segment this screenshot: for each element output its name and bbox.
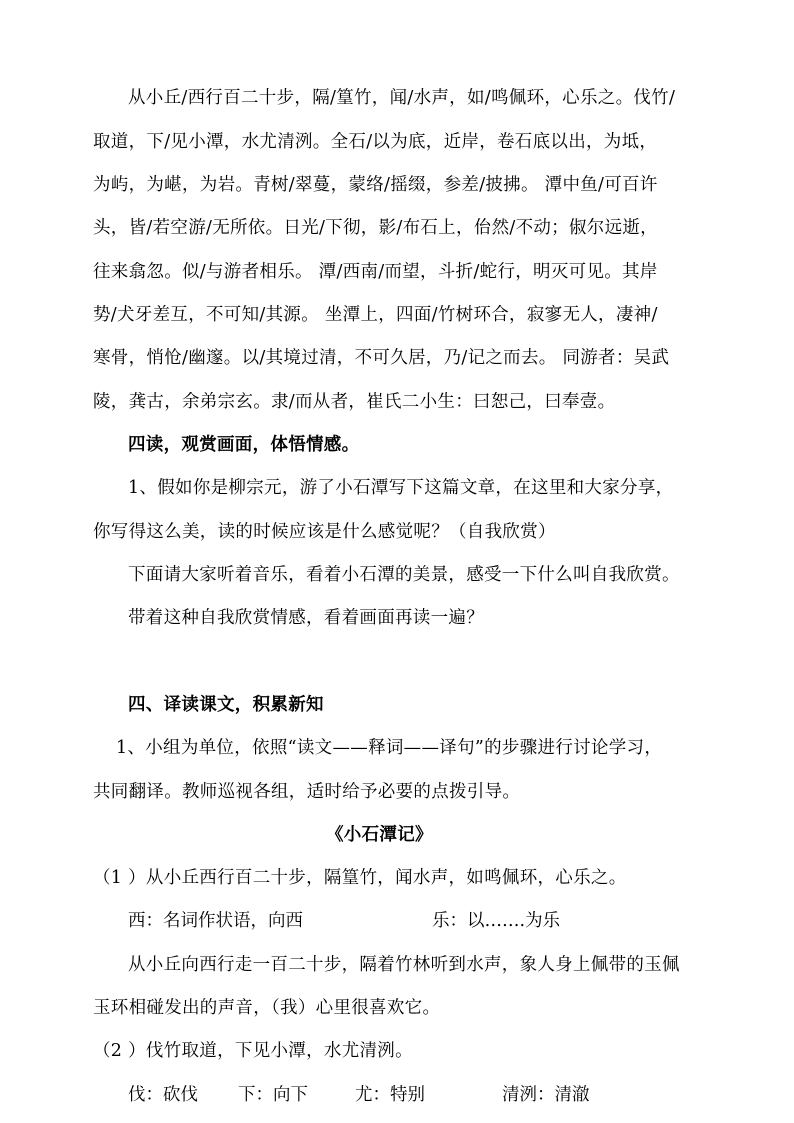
- section-heading: 四读，观赏画面，体悟情感。: [128, 435, 360, 455]
- passage-line-5: 往来翕忽。似/与游者相乐。 潭/西南/而望，斗折/蛇行，明灭可见。其岸: [93, 262, 658, 282]
- paragraph-line: 共同翻译。教师巡视各组，适时给予必要的点拨引导。: [93, 782, 521, 802]
- translation-line: 玉环相碰发出的声音，（我）心里很喜欢它。: [93, 998, 441, 1018]
- text-title: 《小石潭记》: [326, 825, 433, 845]
- gloss-item: 下：向下: [238, 1085, 308, 1105]
- passage-line-2: 取道，下/见小潭，水尤清洌。全石/以为底，近岸，卷石底以出，为坻，: [93, 132, 658, 152]
- paragraph-line: 1、假如你是柳宗元，游了小石潭写下这篇文章，在这里和大家分享，: [128, 478, 674, 498]
- paragraph-line: 你写得这么美，读的时候应该是什么感觉呢？（自我欣赏）: [93, 522, 556, 542]
- section-heading: 四、译读课文，积累新知: [128, 695, 324, 715]
- gloss-item: 西：名词作状语，向西: [128, 911, 303, 931]
- gloss-item: 清洌：清澈: [502, 1085, 590, 1105]
- passage-line-6: 势/犬牙差互，不可知/其源。 坐潭上，四面/竹树环合，寂寥无人，凄神/: [93, 305, 658, 325]
- passage-line-3: 为屿，为嵁，为岩。青树/翠蔓，蒙络/摇缀，参差/披拂。 潭中鱼/可百许: [93, 175, 658, 195]
- passage-line-7: 寒骨，悄怆/幽邃。以/其境过清，不可久居，乃/记之而去。 同游者：吴武: [93, 348, 670, 368]
- gloss-item: 乐：以…….为乐: [432, 911, 561, 931]
- passage-line-8: 陵，龚古，余弟宗玄。隶/而从者，崔氏二小生：曰恕己，曰奉壹。: [93, 392, 616, 412]
- translation-line: 从小丘向西行走一百二十步，隔着竹林听到水声，象人身上佩带的玉佩: [128, 955, 680, 975]
- gloss-item: 伐：砍伐: [128, 1085, 198, 1105]
- sentence-item-2: （2 ）伐竹取道，下见小潭，水尤清洌。: [93, 1041, 413, 1061]
- paragraph-line: 带着这种自我欣赏情感，看着画面再读一遍？: [128, 608, 484, 628]
- passage-line-4: 头，皆/若空游/无所依。日光/下彻，影/布石上，佁然/不动；俶尔远逝，: [93, 218, 658, 238]
- gloss-item: 尤：特别: [355, 1085, 425, 1105]
- paragraph-line: 1、小组为单位，依照“读文——释词——译句”的步骤进行讨论学习，: [116, 738, 663, 758]
- sentence-item-1: （1 ）从小丘西行百二十步，隔篁竹，闻水声，如鸣佩环，心乐之。: [93, 868, 627, 888]
- passage-line-1: 从小丘/西行百二十步，隔/篁竹，闻/水声，如/鸣佩环，心乐之。伐竹/: [128, 88, 676, 108]
- paragraph-line: 下面请大家听着音乐，看着小石潭的美景，感受一下什么叫自我欣赏。: [128, 565, 680, 585]
